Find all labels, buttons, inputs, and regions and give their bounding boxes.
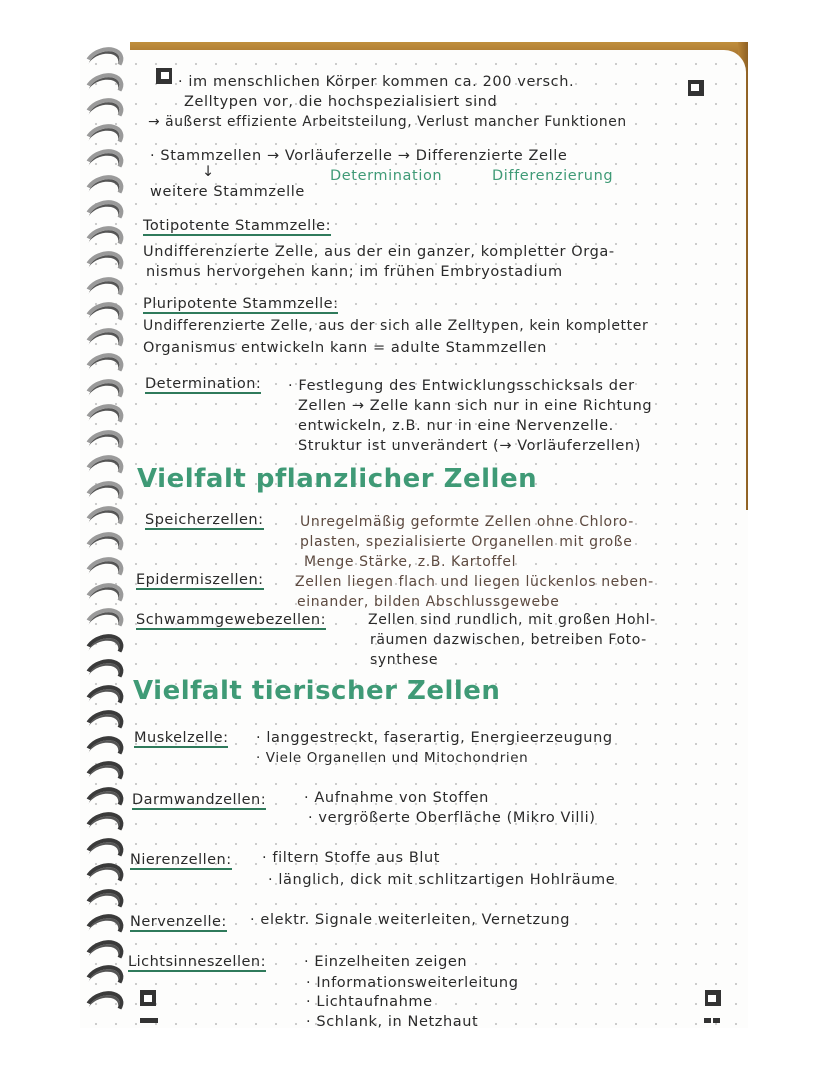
spongy-tissue-cells-line-3: synthese [370,652,439,668]
pluripotent-line-1: Undifferenzierte Zelle, aus der sich alle Zelltypen, kein kompletter [143,318,649,334]
storage-cells-line-3: Menge Stärke, z.B. Kartoffel [304,554,517,570]
photoreceptor-cells-label: Lichtsinneszellen: [128,954,266,970]
spongy-tissue-cells-label: Schwammgewebezellen: [136,612,326,628]
arrow-down-icon: ↓ [202,164,215,180]
determination-note: Determination [330,168,443,184]
nerve-cell-label: Nervenzelle: [130,914,227,930]
nerve-cell-line-1: · elektr. Signale weiterleiten, Vernetzung [250,912,571,928]
photoreceptor-cells-line-4: · Schlank, in Netzhaut [306,1014,479,1028]
corner-bottom-left-icon [140,990,156,1006]
intro-line-3: → äußerst effiziente Arbeitsteilung, Verlust mancher Funktionen [148,114,627,130]
determination-label: Determination: [145,376,262,392]
intestinal-cells-label: Darmwandzellen: [132,792,267,808]
determination-line-2: Zellen → Zelle kann sich nur in eine Richtung [298,398,653,414]
storage-cells-line-2: plasten, spezialisierte Organellen mit große [300,534,633,550]
photoreceptor-cells-line-3: · Lichtaufnahme [306,994,433,1010]
epidermis-cells-line-1: Zellen liegen flach und liegen lückenlos neben- [295,574,654,590]
epidermis-cells-label: Epidermiszellen: [136,572,264,588]
photoreceptor-cells-line-2: · Informationsweiterleitung [306,975,519,991]
muscle-cell-line-2: · Viele Organellen und Mitochondrien [256,750,529,766]
pluripotent-line-2: Organismus entwickeln kann = adulte Stammzellen [143,340,547,356]
totipotent-line-2: nismus hervorgehen kann; im frühen Embryostadium [146,264,563,280]
kidney-cells-line-1: · filtern Stoffe aus Blut [262,850,441,866]
totipotent-line-1: Undifferenzierte Zelle, aus der ein ganzer, kompletter Orga- [143,244,615,260]
photoreceptor-cells-line-1: · Einzelheiten zeigen [304,954,468,970]
epidermis-cells-line-2: einander, bilden Abschlussgewebe [297,594,560,610]
spongy-tissue-cells-line-1: Zellen sind rundlich, mit großen Hohl- [368,612,656,628]
pluripotent-label: Pluripotente Stammzelle: [143,296,339,312]
spongy-tissue-cells-line-2: räumen dazwischen, betreiben Foto- [370,632,647,648]
corner-bottom-left-bar-icon [140,1018,158,1023]
determination-line-1: · Festlegung des Entwicklungsschicksals der [288,378,635,394]
intro-line-1: · im menschlichen Körper kommen ca. 200 versch. [178,74,575,90]
storage-cells-label: Speicherzellen: [145,512,264,528]
intestinal-cells-line-1: · Aufnahme von Stoffen [304,790,489,806]
muscle-cell-line-1: · langgestreckt, faserartig, Energieerzeugung [256,730,613,746]
corner-top-right-icon [688,80,704,96]
plant-section-heading: Vielfalt pflanzlicher Zellen [137,464,538,494]
corner-bottom-right-dot-icon [713,1018,720,1023]
further-stem-cell: weitere Stammzelle [150,184,305,200]
intro-line-2: Zelltypen vor, die hochspezialisiert sind [184,94,498,110]
corner-bottom-right-icon [705,990,721,1006]
muscle-cell-label: Muskelzelle: [134,730,229,746]
kidney-cells-line-2: · länglich, dick mit schlitzartigen Hohlräume [268,872,616,888]
animal-section-heading: Vielfalt tierischer Zellen [133,676,501,706]
totipotent-label: Totipotente Stammzelle: [143,218,331,234]
intestinal-cells-line-2: · vergrößerte Oberfläche (Mikro Villi) [308,810,596,826]
stem-chain-line: · Stammzellen → Vorläuferzelle → Differenzierte Zelle [150,148,568,164]
corner-top-left-icon [156,68,172,84]
photoreceptor-cells-cutoff [300,1014,600,1028]
storage-cells-line-1: Unregelmäßig geformte Zellen ohne Chloro- [300,514,634,530]
determination-line-3: entwickeln, z.B. nur in eine Nervenzelle. [298,418,614,434]
corner-bottom-right-dot-icon [704,1018,711,1023]
determination-line-4: Struktur ist unverändert (→ Vorläuferzellen) [298,438,641,454]
kidney-cells-label: Nierenzellen: [130,852,232,868]
differentiation-note: Differenzierung [492,168,614,184]
